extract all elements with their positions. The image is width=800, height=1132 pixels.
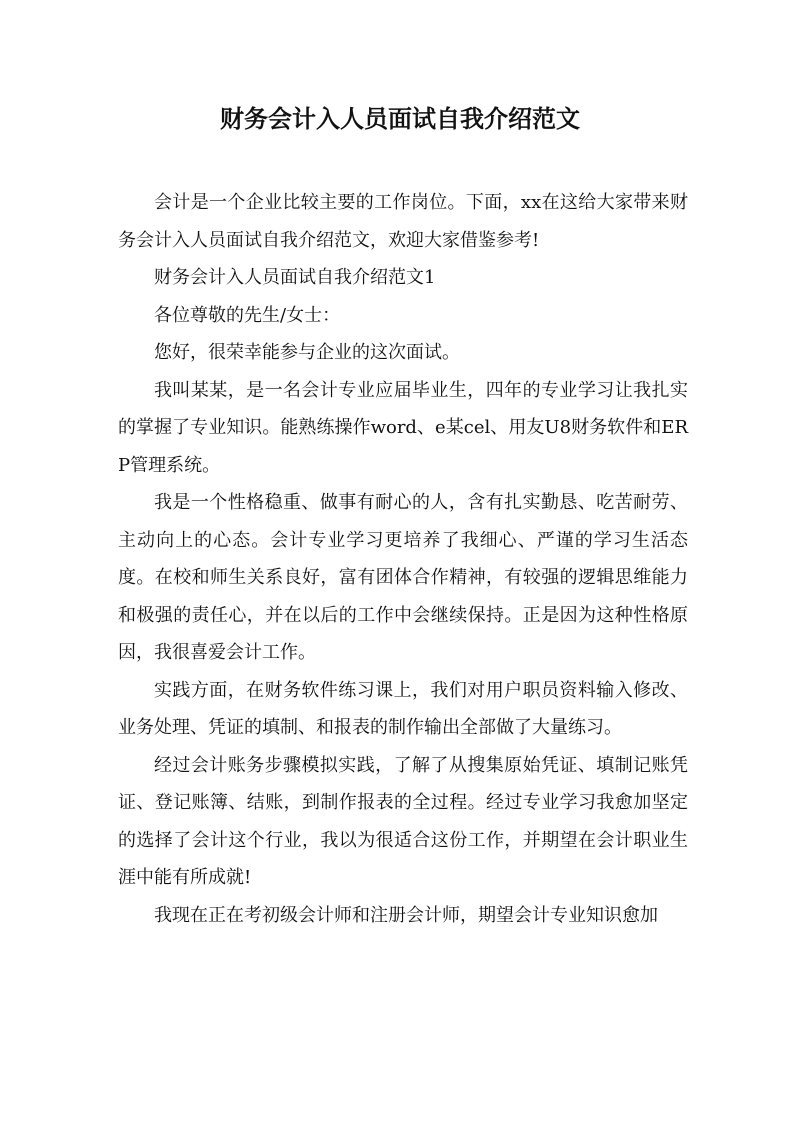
- paragraph-personality: 我是一个性格稳重、做事有耐心的人，含有扎实勤恳、吃苦耐劳、主动向上的心态。会计专业学习更培养了我细心、严谨的学习生活态度。在校和师生关系良好，富有团体合作精神，有较强的逻辑思维能力和极强的责任心，并在以后的工作中会继续保持。正是因为这种性格原因，我很喜爱会计工作。: [118, 492, 688, 663]
- paragraph-greeting: 您好，很荣幸能参与企业的这次面试。: [154, 342, 460, 363]
- document-body: [118, 184, 688, 934]
- paragraph-subtitle: 财务会计入人员面试自我介绍范文1: [154, 267, 436, 288]
- paragraph-simulation: 经过会计账务步骤模拟实践，了解了从搜集原始凭证、填制记账凭证、登记账簿、结账，到制作报表的全过程。经过专业学习我愈加坚定的选择了会计这个行业，我以为很适合这份工作，并期望在会计职业生涯中能有所成就!: [118, 754, 688, 888]
- paragraph-salutation: 各位尊敬的先生/女士：: [154, 304, 341, 326]
- paragraph-practice: 实践方面，在财务软件练习课上，我们对用户职员资料输入修改、业务处理、凭证的填制、和报表的制作输出全部做了大量练习。: [118, 679, 688, 738]
- paragraph-self-intro: 我叫某某，是一名会计专业应届毕业生，四年的专业学习让我扎实的掌握了专业知识。能熟练操作word、e某cel、用友U8财务软件和ERP管理系统。: [118, 379, 688, 476]
- paragraph-intro: 会计是一个企业比较主要的工作岗位。下面，xx在这给大家带来财务会计入人员面试自我介绍范文，欢迎大家借鉴参考!: [118, 192, 688, 251]
- paragraph-exams: 我现在正在考初级会计师和注册会计师，期望会计专业知识愈加: [154, 904, 658, 926]
- document-title: 财务会计入人员面试自我介绍范文: [220, 104, 580, 133]
